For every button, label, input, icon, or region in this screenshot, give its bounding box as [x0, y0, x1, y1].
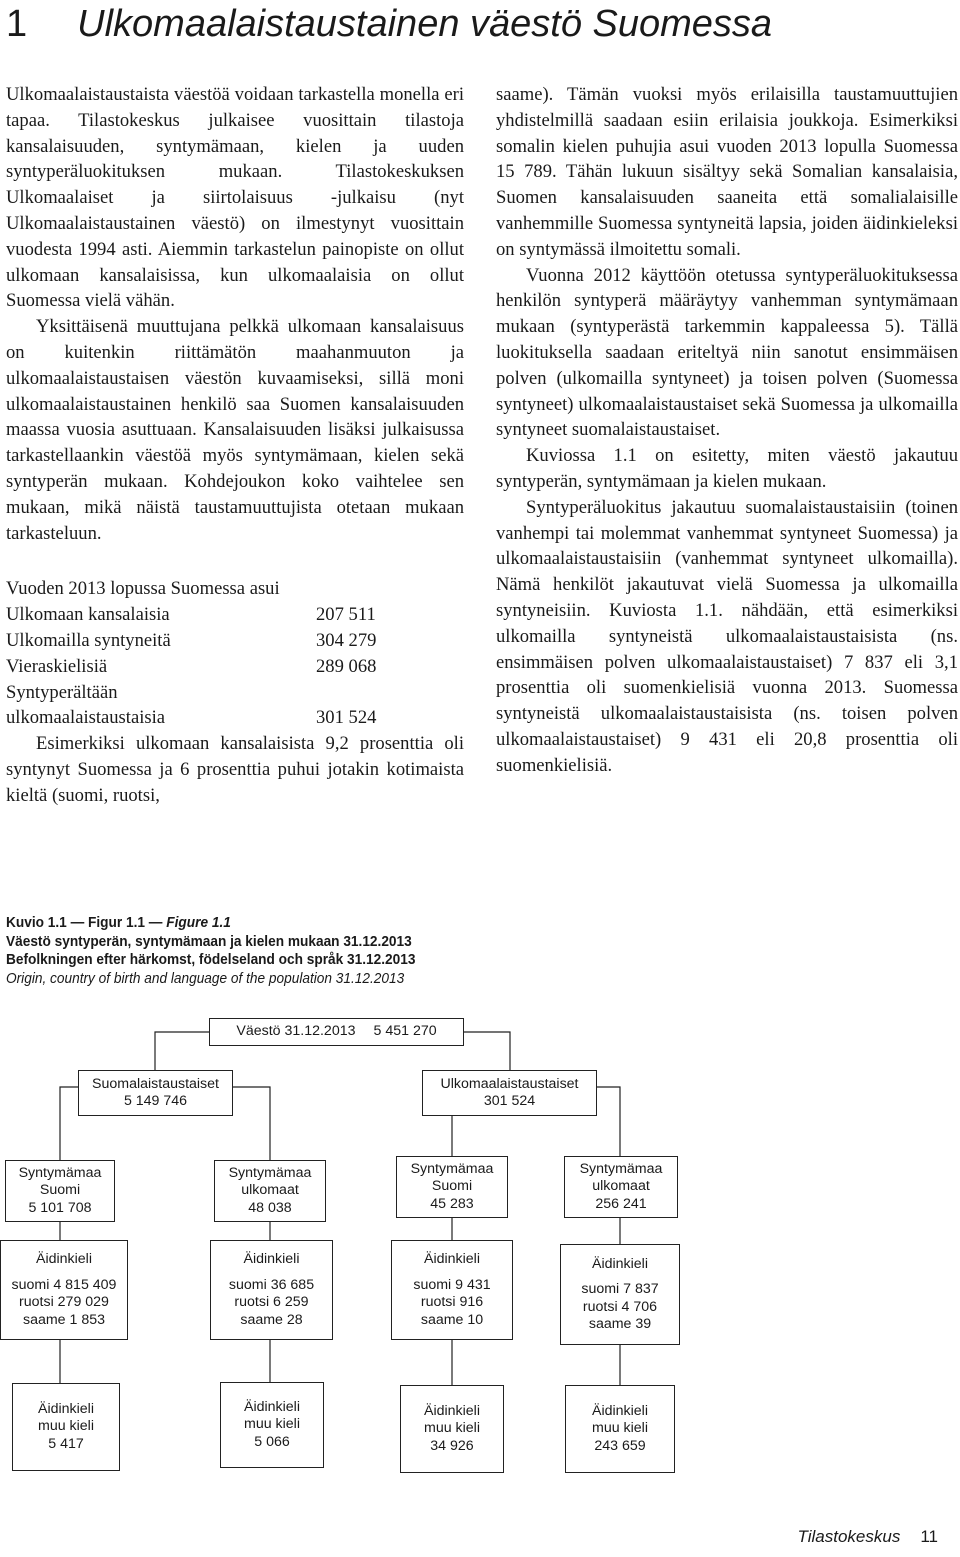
node-label: Syntymämaa: [228, 1164, 312, 1181]
node-label: muu kieli: [38, 1418, 94, 1435]
node-value: 34 926: [430, 1437, 474, 1454]
stat-label: Ulkomailla syntyneitä: [6, 629, 171, 651]
stat-value: 207 511: [316, 604, 376, 626]
publisher-name: Tilastokeskus: [797, 1527, 901, 1546]
node-label: Suomalaistaustaiset: [92, 1075, 219, 1092]
node-label: muu kieli: [244, 1416, 300, 1433]
node-value: ruotsi 4 706: [582, 1298, 658, 1315]
node-value: 5 101 708: [28, 1199, 92, 1216]
node-value: 5 451 270: [373, 1023, 437, 1040]
birth-country-box: [214, 1160, 326, 1222]
connector-line: [597, 1087, 620, 1156]
node-value: suomi 4 815 409: [11, 1276, 117, 1293]
node-value: saame 39: [588, 1316, 652, 1332]
node-value: ruotsi 916: [420, 1294, 484, 1310]
node-value: ruotsi 6 259: [234, 1294, 309, 1310]
node-label: Äidinkieli: [424, 1251, 480, 1267]
node-label: Ulkomaalaistaustaiset: [440, 1075, 579, 1092]
stat-value: 304 279: [316, 629, 377, 651]
node-label: Syntymämaa: [579, 1160, 663, 1177]
paragraph: saame). Tämän vuoksi myös erilaisilla taustamuuttujien yhdistelmillä saadaan esiin erilaisia joukkoja. Esimerkiksi somalin kielen puhujia asui vuoden 2013 lopulla Suomessa 15 789. Tähän lukuun sisältyy sekä Somalian kansalaisia, Suomen kansalaisuuden saaneita että somalialaisille vanhemmille Suomessa syntyneitä lapsia, joiden äidinkieleksi on syntymässä ilmoitettu somali.: [496, 84, 958, 260]
connector-line: [155, 1032, 209, 1070]
figure-title-fi: Väestö syntyperän, syntymämaan ja kielen mukaan 31.12.2013: [6, 932, 412, 950]
node-label: ulkomaat: [592, 1178, 650, 1195]
stat-label: Vieraskielisiä: [6, 655, 108, 677]
node-value: 301 524: [483, 1093, 536, 1109]
stat-label: Ulkomaan kansalaisia: [6, 604, 170, 626]
node-label: Syntymämaa: [18, 1164, 102, 1181]
stat-row: [6, 705, 396, 731]
stat-label: ulkomaalaistaustaisia: [6, 707, 166, 729]
node-label: muu kieli: [424, 1420, 480, 1437]
page-number: 11: [920, 1527, 938, 1546]
mother-tongue-domestic-box: [210, 1240, 333, 1340]
paragraph: Vuonna 2012 käyttöön otetussa syntyperäluokituksessa henkilön syntyperä määräytyy vanhemman syntymämaan mukaan (syntyperästä tarkemmin kappaleessa 5). Tällä luokituksella saadaan eriteltyä niin sanotut ensimmäisen polven (ulkomailla syntyneet) ja toisen polven (Suomessa syntyneet) ulkomaalaistaustaiset sekä Suomessa ja ulkomailla syntyneet suomalaistaustaiset.: [496, 264, 958, 441]
node-label: Väestö 31.12.2013: [236, 1023, 356, 1040]
node-value: 5 066: [254, 1433, 290, 1450]
node-value: 48 038: [248, 1199, 292, 1216]
birth-country-box: [396, 1156, 508, 1218]
figure-label-en: Figure 1.1: [166, 914, 231, 931]
node-value: ruotsi 279 029: [19, 1294, 109, 1310]
mother-tongue-other-box: [400, 1385, 504, 1473]
node-label: Äidinkieli: [36, 1251, 92, 1267]
node-label: Äidinkieli: [243, 1251, 300, 1267]
mother-tongue-domestic-box: [391, 1240, 513, 1340]
connector-line: [60, 1087, 78, 1160]
chapter-title: Ulkomaalaistaustainen väestö Suomessa: [77, 3, 773, 45]
node-value: suomi 7 837: [581, 1281, 659, 1297]
figure-caption: [6, 914, 415, 988]
node-label: Äidinkieli: [424, 1402, 480, 1419]
node-label: Äidinkieli: [244, 1398, 300, 1415]
birth-country-box: [564, 1156, 678, 1218]
node-value: 5 149 746: [123, 1093, 188, 1109]
connector-line: [464, 1032, 510, 1070]
paragraph: Yksittäisenä muuttujana pelkkä ulkomaan kansalaisuus on kuitenkin riittämätön maahanmuuton ja ulkomaalaistaustaisen väestön kuvaamiseksi, sillä moni ulkomaalaistaustainen henkilö saa Suomen kansalaisuuden maassa vuosia asuttuaan. Kansalaisuuden lisäksi julkaisussa tarkastellaankin väestöä myös syntymämaan, kielen sekä syntyperän mukaan. Kohdejoukon koko vaihtelee sen mukaan, mikä näistä taustamuuttujista otetaan mukaan tarkasteluun.: [6, 316, 464, 544]
stat-row: [6, 654, 396, 680]
paragraph: Esimerkiksi ulkomaan kansalaisista 9,2 prosenttia oli syntynyt Suomessa ja 6 prosenttia puhui jotakin kotimaista kieltä (suomi, ruotsi,: [6, 733, 464, 806]
left-column: [6, 82, 464, 809]
mother-tongue-other-box: [12, 1383, 120, 1471]
chapter-heading: [6, 0, 956, 48]
stat-value: 301 524: [316, 707, 377, 729]
page-footer: [798, 1527, 939, 1547]
node-label: muu kieli: [592, 1420, 648, 1437]
mother-tongue-domestic-box: [0, 1240, 128, 1340]
figure-label: Kuvio 1.1 — Figur 1.1 —: [6, 914, 163, 931]
chapter-number: 1: [6, 3, 28, 45]
connector-line: [233, 1087, 270, 1160]
node-value: saame 1 853: [22, 1311, 106, 1328]
node-label: ulkomaat: [241, 1182, 299, 1199]
stats-intro: Vuoden 2013 lopussa Suomessa asui: [6, 578, 280, 600]
figure-title-sv: Befolkningen efter härkomst, födelseland och språk 31.12.2013: [6, 951, 416, 968]
stat-row: [6, 602, 396, 628]
mother-tongue-domestic-box: [560, 1244, 680, 1345]
mother-tongue-other-box: [220, 1382, 324, 1468]
origin-finnish-box: [78, 1070, 233, 1116]
node-value: 243 659: [594, 1437, 646, 1454]
node-label: Suomi: [431, 1178, 473, 1195]
node-value: saame 28: [240, 1311, 303, 1328]
right-column: [496, 82, 958, 779]
population-stats: [6, 576, 464, 731]
stat-row: [6, 680, 396, 706]
paragraph: Ulkomaalaistaustaista väestöä voidaan tarkastella monella eri tapaa. Tilastokeskus julkaisee vuosittain tilastoja kansalaisuuden, syntymämaan, kielen ja uuden syntyperäluokituksen mukaan. Tilastokeskuksen Ulkomaalaiset ja siirtolaisuus -julkaisu (nyt Ulkomaalaistaustainen väestö) on ilmestynyt vuosittain vuodesta 1994 asti. Aiemmin tarkastelun painopiste on ollut ulkomaan kansalaisissa, kun ulkomaalaisia on ollut Suomessa vielä vähän.: [6, 84, 464, 312]
node-value: 45 283: [430, 1195, 474, 1212]
figure-title-en: Origin, country of birth and language of the population 31.12.2013: [6, 969, 405, 987]
mother-tongue-other-box: [565, 1385, 675, 1473]
paragraph: Kuviossa 1.1 on esitetty, miten väestö jakautuu syntyperän, syntymämaan ja kielen mukaan.: [496, 445, 958, 492]
paragraph: Syntyperäluokitus jakautuu suomalaistaustaisiin (toinen vanhempi tai molemmat vanhemmat syntyneet Suomessa) ja ulkomaalaistaustaisiin (vanhemmat syntyneet ulkomailla). Nämä henkilöt jakautuvat vielä Suomessa ja ulkomailla syntyneisiin. Kuviosta 1.1. nähdään, että esimerkiksi ulkomailla syntyneistä ulkomaalaistaustaisista (ns. ensimmäisen polven ulkomaalaistaustaiset) 7 837 eli 3,1 prosenttia oli suomenkielisiä vuonna 2013. Suomessa syntyneistä ulkomaalaistaustaisista (ns. toisen polven ulkomaalaistaustaiset) 9 431 eli 20,8 prosenttia oli suomenkielisiä.: [496, 496, 958, 776]
node-label: Suomi: [39, 1182, 81, 1199]
node-value: saame 10: [420, 1311, 484, 1328]
birth-country-box: [5, 1160, 115, 1222]
node-value: suomi 36 685: [228, 1276, 315, 1293]
node-label: Äidinkieli: [592, 1402, 648, 1419]
node-value: 256 241: [595, 1195, 647, 1212]
stat-value: 289 068: [316, 655, 377, 677]
origin-foreign-box: [422, 1070, 597, 1116]
stat-label: Syntyperältään: [6, 681, 118, 703]
node-label: Äidinkieli: [38, 1400, 94, 1417]
node-value: suomi 9 431: [413, 1276, 491, 1293]
stat-row: [6, 628, 396, 654]
node-label: Syntymämaa: [410, 1160, 494, 1177]
population-tree-diagram: [0, 1010, 960, 1490]
population-root-box: [209, 1018, 464, 1046]
node-value: 5 417: [48, 1435, 84, 1452]
node-label: Äidinkieli: [592, 1255, 648, 1272]
